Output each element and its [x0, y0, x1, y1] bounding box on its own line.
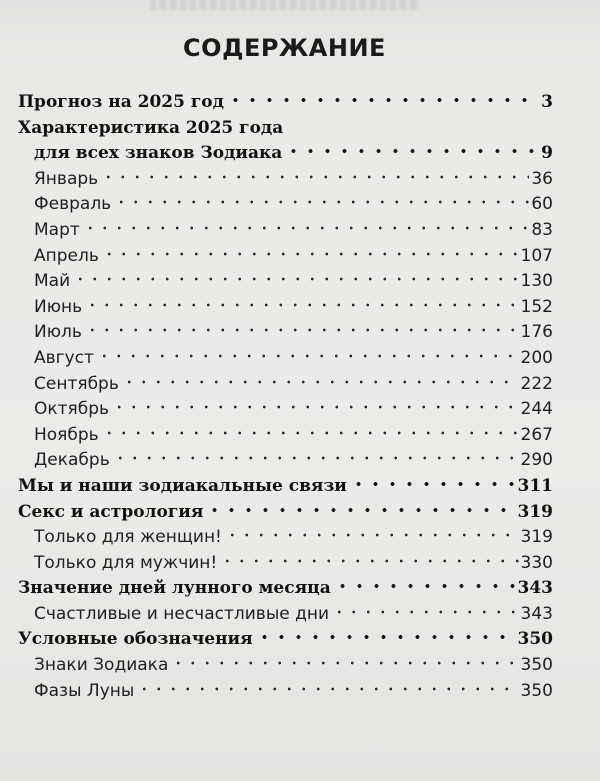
toc-entry-label: Август: [34, 347, 94, 368]
toc-entry: [18, 525, 553, 551]
toc-entry: [18, 372, 553, 398]
toc-entry-label: Характеристика 2025 года: [18, 117, 284, 138]
toc-entry: [18, 218, 553, 244]
toc-entry-page: 267: [520, 424, 553, 445]
toc-entry: [18, 500, 553, 526]
toc-entry-label: Счастливые и несчастливые дни: [34, 603, 330, 624]
table-of-contents: [18, 90, 553, 704]
dot-leader: [97, 353, 519, 359]
toc-entry: [18, 116, 553, 142]
toc-entry-page: 350: [520, 680, 553, 701]
toc-entry-page: 319: [520, 527, 553, 548]
toc-entry: [18, 295, 553, 321]
dot-leader: [334, 583, 516, 589]
toc-entry: [18, 346, 553, 372]
dot-leader: [122, 379, 519, 385]
dot-leader: [206, 507, 515, 513]
toc-entry-label: Значение дней лунного месяца: [18, 578, 331, 599]
toc-entry-label: Секс и астрология: [18, 501, 204, 522]
bleed-through-text: [150, 0, 420, 10]
toc-entry-page: 343: [517, 578, 553, 599]
toc-entry-page: 9: [541, 143, 553, 164]
toc-entry-page: 343: [520, 603, 553, 624]
toc-entry-label: Сентябрь: [34, 373, 119, 394]
toc-entry-page: 60: [531, 194, 553, 215]
toc-entry-label: Январь: [34, 168, 99, 189]
page-title: СОДЕРЖАНИЕ: [183, 34, 386, 62]
toc-entry-page: 107: [520, 245, 553, 266]
toc-entry: [18, 269, 553, 295]
toc-entry-page: 330: [520, 552, 553, 573]
toc-entry: [18, 627, 553, 653]
toc-entry: [18, 423, 553, 449]
toc-entry-page: 83: [531, 219, 553, 240]
dot-leader: [102, 430, 519, 436]
dot-leader: [113, 455, 519, 461]
dot-leader: [85, 327, 519, 333]
toc-entry-label: Ноябрь: [34, 424, 99, 445]
dot-leader: [137, 686, 518, 692]
toc-entry-label: Условные обозначения: [18, 629, 253, 650]
toc-entry-label: Июнь: [34, 296, 83, 317]
toc-entry: [18, 320, 553, 346]
toc-entry-page: 200: [520, 347, 553, 368]
toc-entry-page: 152: [520, 296, 553, 317]
toc-entry-page: 311: [517, 475, 553, 496]
toc-entry: [18, 90, 553, 116]
toc-entry: [18, 448, 553, 474]
toc-entry-label: для всех знаков Зодиака: [34, 143, 283, 164]
toc-entry: [18, 576, 553, 602]
dot-leader: [227, 97, 539, 103]
toc-entry: [18, 653, 553, 679]
toc-entry-label: Знаки Зодиака: [34, 655, 169, 676]
toc-entry-label: Июль: [34, 322, 82, 343]
toc-entry-label: Апрель: [34, 245, 99, 266]
dot-leader: [285, 148, 539, 154]
toc-entry: [18, 192, 553, 218]
dot-leader: [114, 199, 529, 205]
toc-entry-label: Только для мужчин!: [34, 552, 218, 573]
toc-entry: [18, 474, 553, 500]
dot-leader: [73, 276, 518, 282]
toc-entry-label: Только для женщин!: [34, 527, 222, 548]
toc-entry-page: 319: [517, 501, 553, 522]
toc-entry-page: 3: [541, 92, 553, 112]
toc-entry-label: Февраль: [34, 194, 112, 215]
toc-entry-label: Фазы Луны: [34, 680, 135, 701]
dot-leader: [102, 251, 519, 257]
toc-entry-label: Мы и наши зодиакальные связи: [18, 475, 347, 496]
toc-entry: [18, 602, 553, 628]
dot-leader: [112, 404, 518, 410]
toc-entry-label: Прогноз на 2025 год: [18, 92, 224, 112]
toc-entry: [18, 551, 553, 577]
dot-leader: [332, 609, 519, 615]
toc-entry-page: 244: [520, 399, 553, 420]
toc-entry: [18, 244, 553, 270]
dot-leader: [171, 660, 518, 666]
toc-entry-page: 176: [520, 322, 553, 343]
toc-entry-page: 350: [520, 655, 553, 676]
dot-leader: [225, 532, 519, 538]
toc-entry-page: 130: [520, 271, 553, 292]
dot-leader: [101, 174, 529, 180]
toc-entry-page: 290: [520, 450, 553, 471]
dot-leader: [256, 634, 516, 640]
dot-leader: [350, 481, 516, 487]
toc-entry: [18, 679, 553, 705]
dot-leader: [220, 558, 518, 564]
toc-entry: [18, 167, 553, 193]
toc-entry-label: Март: [34, 219, 80, 240]
toc-entry-page: 36: [531, 168, 553, 189]
toc-entry-label: Декабрь: [34, 450, 110, 471]
toc-entry-label: Май: [34, 271, 71, 292]
toc-entry-page: 350: [517, 629, 553, 650]
toc-entry: [18, 397, 553, 423]
toc-entry-page: 222: [520, 373, 553, 394]
dot-leader: [85, 302, 518, 308]
toc-entry: [18, 141, 553, 167]
toc-entry-label: Октябрь: [34, 399, 110, 420]
dot-leader: [83, 225, 530, 231]
